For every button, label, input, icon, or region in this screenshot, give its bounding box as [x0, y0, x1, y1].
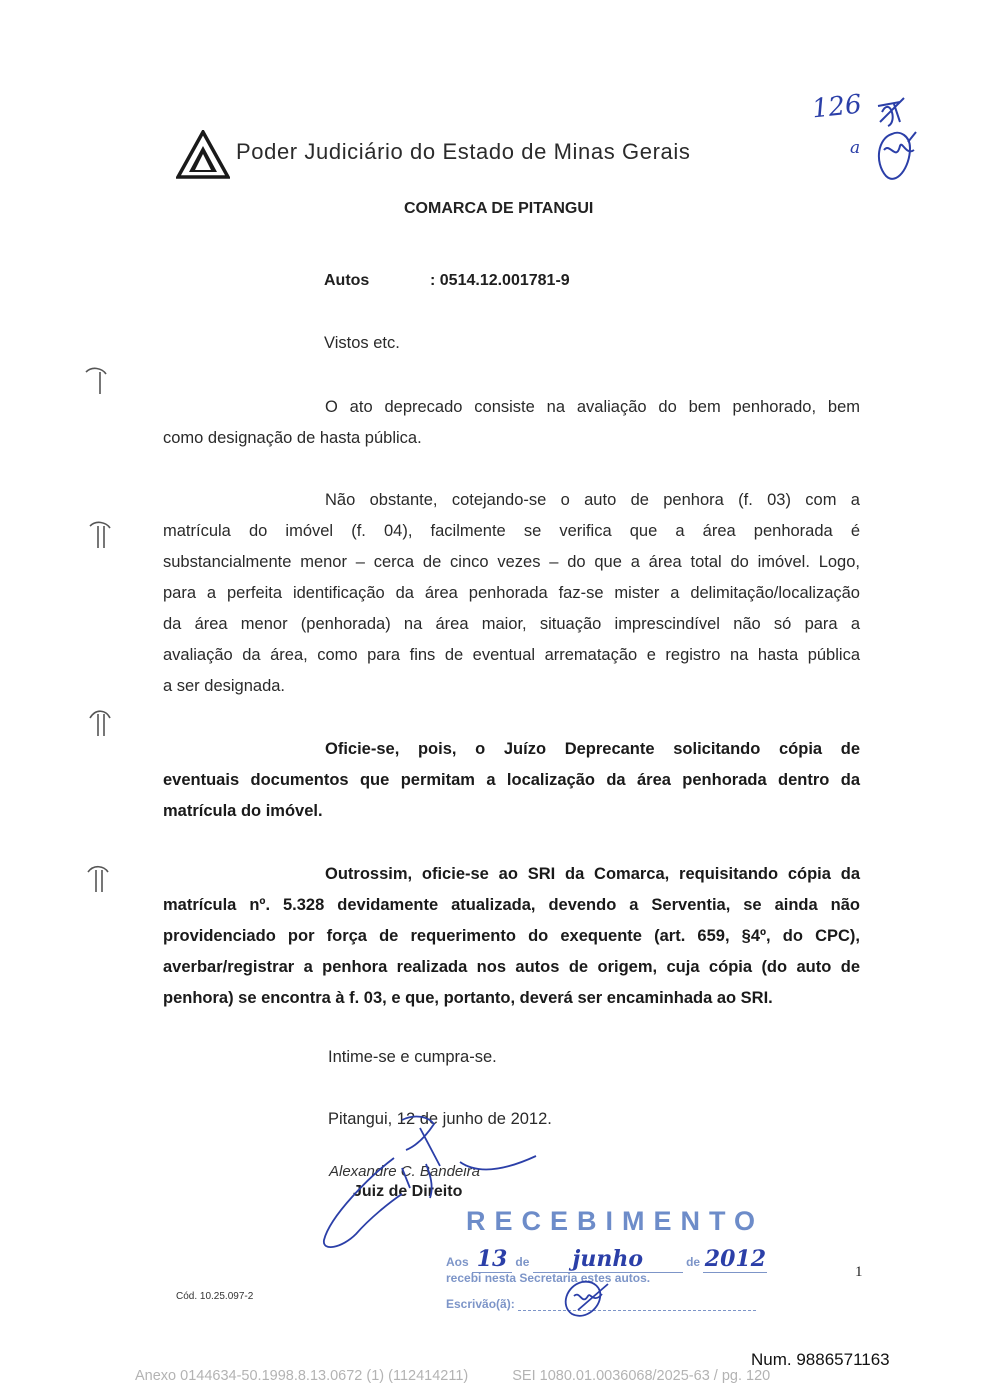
footer-annex: Anexo 0144634-50.1998.8.13.0672 (1) (112414211) [135, 1368, 469, 1384]
stamp-de: de [686, 1255, 701, 1269]
court-name: Poder Judiciário do Estado de Minas Gerais [236, 139, 691, 164]
stamp-clerk-label: Escrivão(ã): [446, 1297, 515, 1311]
paragraph-2 [163, 485, 860, 702]
paragraph-4 [163, 859, 860, 1014]
stamp-year: 2012 [704, 1246, 767, 1272]
footer-watermark [135, 1368, 770, 1384]
paragraph-3 [163, 734, 860, 827]
paragraph-line: da área menor (penhorada) na área maior, situação imprescindível não só para a [163, 615, 860, 633]
paragraph-line: eventuais documentos que permitam a localização da área penhorada dentro da [163, 771, 860, 789]
place-date: Pitangui, 12 de junho de 2012. [328, 1110, 552, 1128]
paragraph-line: a ser designada. [163, 677, 286, 695]
paragraph-line: Outrossim, oficie-se ao SRI da Comarca, requisitando cópia da [325, 865, 860, 883]
paragraph-line: matrícula do imóvel (f. 04), facilmente se verifica que a área penhorada é [163, 522, 860, 540]
stamp-de: de [515, 1255, 530, 1269]
handwritten-page-number: 126 [810, 89, 864, 125]
margin-punch-mark-icon [86, 704, 114, 740]
paragraph-line: providenciado por força de requerimento do exequente (art. 659, §4º, do CPC), [163, 927, 860, 945]
paragraph-line: averbar/registrar a penhora realizada nos autos de origem, cuja cópia (do auto de [163, 958, 860, 976]
paragraph-line: matrícula do imóvel. [163, 802, 323, 820]
court-logo-icon [176, 130, 230, 180]
form-code: Cód. 10.25.097-2 [176, 1291, 254, 1302]
paragraph-line: penhora) se encontra à f. 03, e que, portanto, deverá ser encaminhada ao SRI. [163, 989, 773, 1007]
stamp-received-line: recebi nesta Secretaria estes autos. [446, 1271, 651, 1285]
stamp-aos: Aos [446, 1255, 469, 1269]
handwritten-letter: a [850, 138, 861, 158]
paragraph-line: Não obstante, cotejando-se o auto de penhora (f. 03) com a [325, 491, 860, 509]
stamp-month: junho [533, 1246, 683, 1273]
paragraph-line: matrícula nº. 5.328 devidamente atualizada, devendo a Serventia, se ainda não [163, 896, 860, 914]
paragraph-line: como designação de hasta pública. [163, 429, 422, 447]
margin-punch-mark-icon [82, 362, 110, 398]
paragraph-line: Oficie-se, pois, o Juízo Deprecante solicitando cópia de [325, 740, 860, 758]
stamp-date-line [446, 1246, 767, 1273]
case-number: : 0514.12.001781-9 [430, 272, 570, 289]
page-number: 1 [855, 1264, 863, 1280]
signer-name: Alexandre C. Bandeira [329, 1163, 480, 1180]
stamp-title: RECEBIMENTO [466, 1206, 765, 1236]
paragraph-line: O ato deprecado consiste na avaliação do bem penhorado, bem [325, 398, 860, 416]
signer-title: Juiz de Direito [353, 1183, 463, 1200]
paragraph-1 [163, 392, 860, 454]
closing-line: Intime-se e cumpra-se. [328, 1048, 497, 1066]
margin-punch-mark-icon [84, 860, 112, 896]
paragraph-line: para a perfeita identificação da área penhorada faz-se mister a delimitação/localização [163, 584, 860, 602]
paragraph-line: avaliação da área, como para fins de eventual arrematação e registro na hasta pública [163, 646, 860, 664]
handwritten-rubric-icon [870, 92, 926, 188]
opening-line: Vistos etc. [324, 334, 400, 352]
footer-sei: SEI 1080.01.0036068/2025-63 / pg. 120 [512, 1368, 771, 1384]
comarca-title: COMARCA DE PITANGUI [404, 200, 594, 217]
paragraph-line: substancialmente menor – cerca de cinco vezes – do que a área total do imóvel. Logo, [163, 553, 860, 571]
margin-punch-mark-icon [86, 516, 114, 552]
document-number: Num. 9886571163 [751, 1350, 890, 1369]
stamp-day: 13 [472, 1246, 512, 1273]
stamp-initials-icon [552, 1276, 616, 1322]
case-label: Autos [324, 272, 370, 289]
